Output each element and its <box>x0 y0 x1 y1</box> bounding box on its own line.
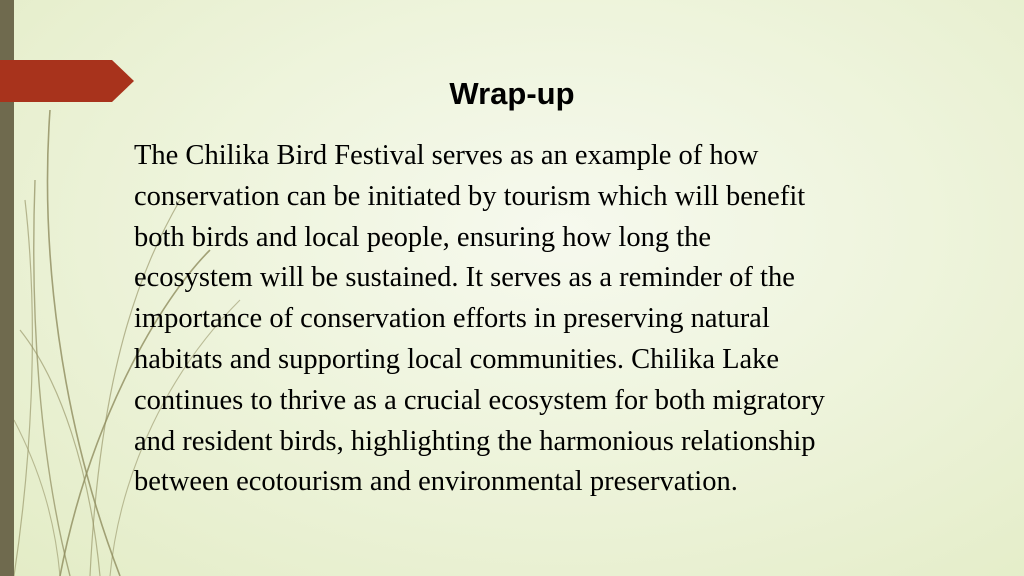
body-line: both birds and local people, ensuring how long the <box>134 221 712 253</box>
body-line: importance of conservation efforts in preserving natural <box>134 303 770 335</box>
body-line: continues to thrive as a crucial ecosystem for both migratory <box>134 384 825 416</box>
slide-title <box>0 72 1024 116</box>
body-line: conservation can be initiated by tourism which will benefit <box>134 180 806 212</box>
body-line: habitats and supporting local communities. Chilika Lake <box>134 343 780 375</box>
body-line: and resident birds, highlighting the harmonious relationship <box>134 425 816 457</box>
body-line: ecosystem will be sustained. It serves as a reminder of the <box>134 262 795 294</box>
slide-title-text: Wrap-up <box>449 76 575 111</box>
slide-body <box>134 136 964 503</box>
body-line: The Chilika Bird Festival serves as an example of how <box>134 140 759 171</box>
body-line: between ecotourism and environmental preservation. <box>134 466 738 498</box>
